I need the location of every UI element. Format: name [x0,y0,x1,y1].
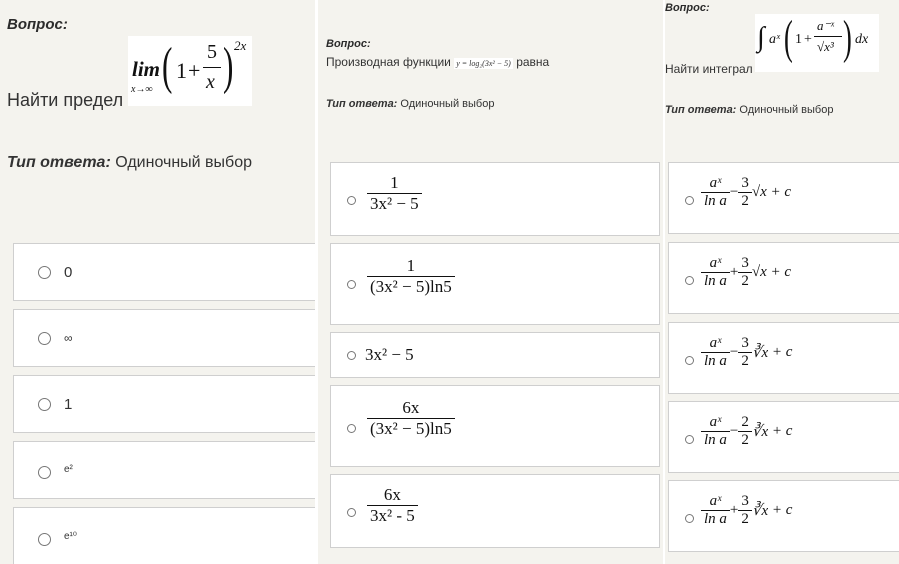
radio-button[interactable] [685,356,694,365]
integral-formula [755,11,879,72]
question-text: Найти предел [7,90,124,110]
question-label: Вопрос: [665,2,710,14]
answer-option-2[interactable] [668,242,899,314]
question-panel-integral [665,0,899,564]
integral-plus: + [804,32,812,47]
option-expression: $\frac{\text{aˣ}}{\text{ln a}}$ − $\frac{3}{2}$ ∛x + c [701,335,792,370]
integral-dx: dx [855,32,869,47]
answer-option-2[interactable] [330,243,660,325]
radio-button[interactable] [347,351,356,360]
radio-button[interactable] [38,266,51,279]
limit-one: 1 [176,58,187,83]
option-text: 0 [64,264,73,281]
question-panel-derivative [318,0,663,564]
option-expression: $\frac{\text{aˣ}}{\text{ln a}}$ + $\frac{3}{2}$ √x + c [701,255,791,290]
answer-option-1[interactable] [330,162,660,236]
radio-button[interactable] [38,466,51,479]
limit-formula [128,36,252,106]
answer-option-4[interactable] [330,385,660,467]
option-text: ∞ [64,331,73,345]
answer-type [7,154,252,172]
question-panel-limit [0,0,315,564]
option-fraction: $\frac{6x}{\text{3x² - 5}}$ [367,485,418,526]
integral-left-paren: ( [784,11,793,64]
answer-option-1[interactable] [668,162,899,234]
option-fraction: $\frac{1}{\text{(3x² − 5)ln5}}$ [367,256,455,297]
question-text: Найти интеграл [665,62,753,76]
radio-button[interactable] [685,276,694,285]
option-text: e¹⁰ [64,531,77,542]
radio-button[interactable] [685,196,694,205]
integral-den: √x³ [817,39,834,54]
radio-button[interactable] [347,196,356,205]
radio-button[interactable] [38,533,51,546]
left-paren: ( [162,38,173,95]
radio-button[interactable] [38,398,51,411]
integral-right-paren: ) [843,11,852,64]
answer-option-0[interactable] [13,243,315,301]
integral-one: 1 [795,32,802,47]
integral-base: aˣ [769,32,780,47]
limit-fraction-denominator: x [206,71,215,93]
lim-symbol: lim [132,57,161,81]
answer-option-4[interactable] [668,401,899,473]
question-text-after: равна [516,55,550,69]
answer-option-3[interactable] [668,322,899,394]
option-expression: $\frac{\text{aˣ}}{\text{ln a}}$ − $\frac{2}{2}$ ∛x + c [701,414,792,449]
answer-type-value: Одиночный выбор [739,104,834,116]
integral-sign: ∫ [757,22,765,53]
answer-type-label: Тип ответа: [326,98,398,110]
option-expression: $\frac{\text{aˣ}}{\text{ln a}}$ − $\frac{3}{2}$ √x + c [701,175,791,210]
answer-option-5[interactable] [668,480,899,552]
answer-type-value: Одиночный выбор [115,154,252,171]
option-expression: $\frac{\text{aˣ}}{\text{ln a}}$ + $\frac{3}{2}$ ∛x + c [701,493,792,528]
answer-type [665,104,833,116]
question-text-before: Производная функции [326,55,451,69]
option-text: e² [64,464,73,475]
option-expression: 3x² − 5 [365,345,414,364]
question-label: Вопрос: [326,38,371,50]
limit-fraction-bar [203,67,221,68]
answer-option-infinity[interactable] [13,309,315,367]
answer-type-label: Тип ответа: [665,104,737,116]
question-formula: y = log₂(3x² − 5) [456,59,511,68]
option-text: 1 [64,396,73,413]
answer-option-5[interactable] [330,474,660,548]
lim-subscript: x→∞ [131,84,153,95]
answer-type-value: Одиночный выбор [400,98,495,110]
radio-button[interactable] [685,514,694,523]
answer-type-label: Тип ответа: [7,154,111,171]
option-fraction: $\frac{6x}{\text{(3x² − 5)ln5}}$ [367,398,455,439]
radio-button[interactable] [685,435,694,444]
answer-option-e-ten[interactable] [13,507,315,564]
limit-fraction-numerator: 5 [207,41,217,63]
radio-button[interactable] [38,332,51,345]
radio-button[interactable] [347,508,356,517]
answer-type [326,98,494,110]
limit-plus: + [188,58,201,83]
question-label: Вопрос: [7,16,68,33]
answer-option-1[interactable] [13,375,315,433]
limit-power: 2x [234,38,247,53]
radio-button[interactable] [347,424,356,433]
right-paren: ) [223,38,234,95]
answer-option-3[interactable] [330,332,660,378]
question-text [326,55,549,69]
answer-option-e-squared[interactable] [13,441,315,499]
integral-num: a⁻ˣ [817,18,835,33]
option-fraction: $\frac{1}{\text{3x² − 5}}$ [367,173,422,214]
radio-button[interactable] [347,280,356,289]
integral-fraction-bar [814,36,842,37]
